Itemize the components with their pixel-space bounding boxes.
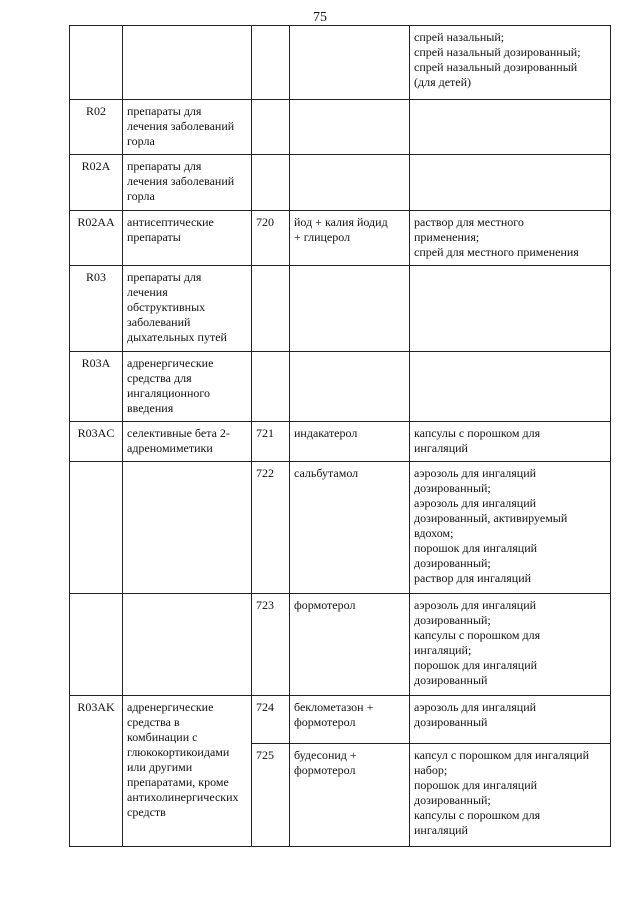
item-number-cell: 721: [252, 422, 290, 462]
item-number-cell: [252, 26, 290, 100]
atc-code-cell: R03: [70, 266, 123, 352]
atc-code-cell: R02AA: [70, 211, 123, 266]
group-name-cell: препараты для лечения заболеваний горла: [123, 155, 252, 211]
dosage-forms-cell: аэрозоль для ингаляций дозированный; капсулы с порошком для ингаляций; порошок для ингаляций дозированный: [410, 594, 611, 696]
atc-code-cell: [70, 26, 123, 100]
item-number-cell: 724: [252, 696, 290, 744]
drug-name-cell: формотерол: [290, 594, 410, 696]
item-number-cell: [252, 352, 290, 422]
drug-name-cell: [290, 100, 410, 155]
group-name-cell: адренергические средства в комбинации с глюкокортикоидами или другими препаратами, кроме антихолинергических средств: [123, 696, 252, 847]
page-number: 75: [313, 10, 327, 25]
table-row: [70, 352, 611, 422]
group-name-cell: селективные бета 2- адреномиметики: [123, 422, 252, 462]
table-row: [70, 26, 611, 100]
table-row: [70, 462, 611, 594]
table-row: [70, 155, 611, 211]
atc-code-cell: R02: [70, 100, 123, 155]
dosage-forms-cell: раствор для местного применения; спрей для местного применения: [410, 211, 611, 266]
item-number-cell: [252, 100, 290, 155]
table-row: [70, 211, 611, 266]
drug-name-cell: будесонид + формотерол: [290, 744, 410, 847]
drug-name-cell: сальбутамол: [290, 462, 410, 594]
drug-name-cell: [290, 352, 410, 422]
group-name-cell: [123, 462, 252, 594]
item-number-cell: [252, 266, 290, 352]
drug-name-cell: йод + калия йодид + глицерол: [290, 211, 410, 266]
drug-name-cell: [290, 26, 410, 100]
dosage-forms-cell: аэрозоль для ингаляций дозированный: [410, 696, 611, 744]
atc-code-cell: [70, 594, 123, 696]
atc-code-cell: R03AC: [70, 422, 123, 462]
atc-code-cell: R02A: [70, 155, 123, 211]
table-row: [70, 696, 611, 744]
group-name-cell: адренергические средства для ингаляционного введения: [123, 352, 252, 422]
item-number-cell: 722: [252, 462, 290, 594]
drug-name-cell: индакатерол: [290, 422, 410, 462]
dosage-forms-cell: [410, 100, 611, 155]
table-row: [70, 100, 611, 155]
item-number-cell: [252, 155, 290, 211]
table-row: [70, 266, 611, 352]
table-row: [70, 594, 611, 696]
dosage-forms-cell: спрей назальный; спрей назальный дозированный; спрей назальный дозированный (для детей): [410, 26, 611, 100]
dosage-forms-cell: аэрозоль для ингаляций дозированный; аэрозоль для ингаляций дозированный, активируемый вдохом; порошок для ингаляций дозированный; раствор для ингаляций: [410, 462, 611, 594]
table-row: [70, 422, 611, 462]
dosage-forms-cell: капсулы с порошком для ингаляций: [410, 422, 611, 462]
atc-code-cell: R03AK: [70, 696, 123, 847]
drug-name-cell: беклометазон + формотерол: [290, 696, 410, 744]
group-name-cell: антисептические препараты: [123, 211, 252, 266]
atc-code-cell: R03A: [70, 352, 123, 422]
dosage-forms-cell: [410, 155, 611, 211]
group-name-cell: [123, 594, 252, 696]
atc-code-cell: [70, 462, 123, 594]
drug-name-cell: [290, 266, 410, 352]
drug-table: [69, 25, 611, 847]
group-name-cell: [123, 26, 252, 100]
drug-name-cell: [290, 155, 410, 211]
dosage-forms-cell: капсул с порошком для ингаляций набор; порошок для ингаляций дозированный; капсулы с порошком для ингаляций: [410, 744, 611, 847]
item-number-cell: 720: [252, 211, 290, 266]
group-name-cell: препараты для лечения заболеваний горла: [123, 100, 252, 155]
dosage-forms-cell: [410, 352, 611, 422]
item-number-cell: 725: [252, 744, 290, 847]
group-name-cell: препараты для лечения обструктивных заболеваний дыхательных путей: [123, 266, 252, 352]
dosage-forms-cell: [410, 266, 611, 352]
item-number-cell: 723: [252, 594, 290, 696]
